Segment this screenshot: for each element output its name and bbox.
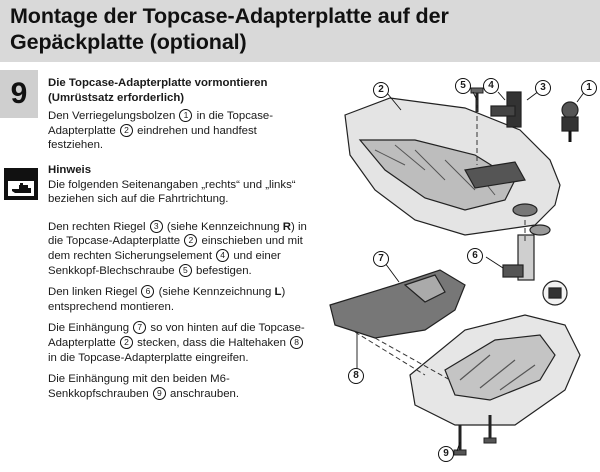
step-heading — [48, 76, 308, 105]
callout-9: 9 — [438, 446, 454, 462]
callout-4: 4 — [483, 78, 499, 94]
callout-7: 7 — [373, 251, 389, 267]
callout-5: 5 — [455, 78, 471, 94]
ref-2b: 2 — [184, 234, 197, 247]
ref-5: 5 — [179, 264, 192, 277]
hinweis-title: Hinweis — [48, 163, 92, 176]
step-number: 9 — [0, 70, 38, 118]
step-heading-line1: Die Topcase-Adapterplatte vormontieren — [48, 77, 268, 89]
paragraph-4: Die Einhängung 7 so von hinten auf die Topcase-Adapterplatte 2 stecken, dass die Haltehaken 8 in die Topcase-Adapterplatte eingreifen. — [48, 322, 305, 364]
marking-r: R — [282, 220, 291, 233]
ref-9: 9 — [153, 387, 166, 400]
paragraph-2: Den rechten Riegel 3 (siehe Kennzeichnung R) in die Topcase-Adapterplatte 2 einschieben und mit dem rechten Sicherungselement 4 und einer Senkkopf-Blechschraube 5 befestigen. — [48, 220, 307, 277]
title-bar — [0, 0, 600, 62]
callout-3: 3 — [535, 80, 551, 96]
adapter-plate-upper — [345, 98, 560, 235]
paragraph-1: Den Verriegelungsbolzen 1 in die Topcase-Adapterplatte 2 eindrehen und handfest festziehen. — [48, 110, 274, 152]
callout-2: 2 — [373, 82, 389, 98]
page-title-line2: Gepäckplatte (optional) — [10, 30, 247, 54]
ref-8: 8 — [290, 336, 303, 349]
callout-6: 6 — [467, 248, 483, 264]
hinweis-text: Die folgenden Seitenangaben „rechts“ und „links“ beziehen sich auf die Fahrtrichtung. — [48, 178, 296, 206]
locking-bolt — [562, 102, 578, 142]
note-hand-icon — [3, 167, 39, 201]
ref-6: 6 — [141, 285, 154, 298]
callout-8: 8 — [348, 368, 364, 384]
adapter-plate-lower — [410, 315, 580, 425]
page-title-line1: Montage der Topcase-Adapterplatte auf der — [10, 4, 449, 28]
ref-2: 2 — [120, 124, 133, 137]
marking-l: L — [274, 286, 282, 299]
ref-3: 3 — [150, 220, 163, 233]
ref-4: 4 — [216, 249, 229, 262]
assembly-illustration — [315, 70, 600, 467]
page-title — [10, 3, 449, 55]
latch-left — [503, 235, 567, 305]
ref-2c: 2 — [120, 336, 133, 349]
callout-1: 1 — [581, 80, 597, 96]
step-heading-line2: (Umrüstsatz erforderlich) — [48, 91, 185, 104]
paragraph-5: Die Einhängung mit den beiden M6-Senkkopfschrauben 9 anschrauben. — [48, 373, 240, 400]
exploded-view-drawing — [315, 70, 600, 467]
ref-7: 7 — [133, 321, 146, 334]
instruction-text — [48, 76, 308, 401]
ref-1: 1 — [179, 109, 192, 122]
paragraph-3: Den linken Riegel 6 (siehe Kennzeichnung L) entsprechend montieren. — [48, 286, 286, 313]
